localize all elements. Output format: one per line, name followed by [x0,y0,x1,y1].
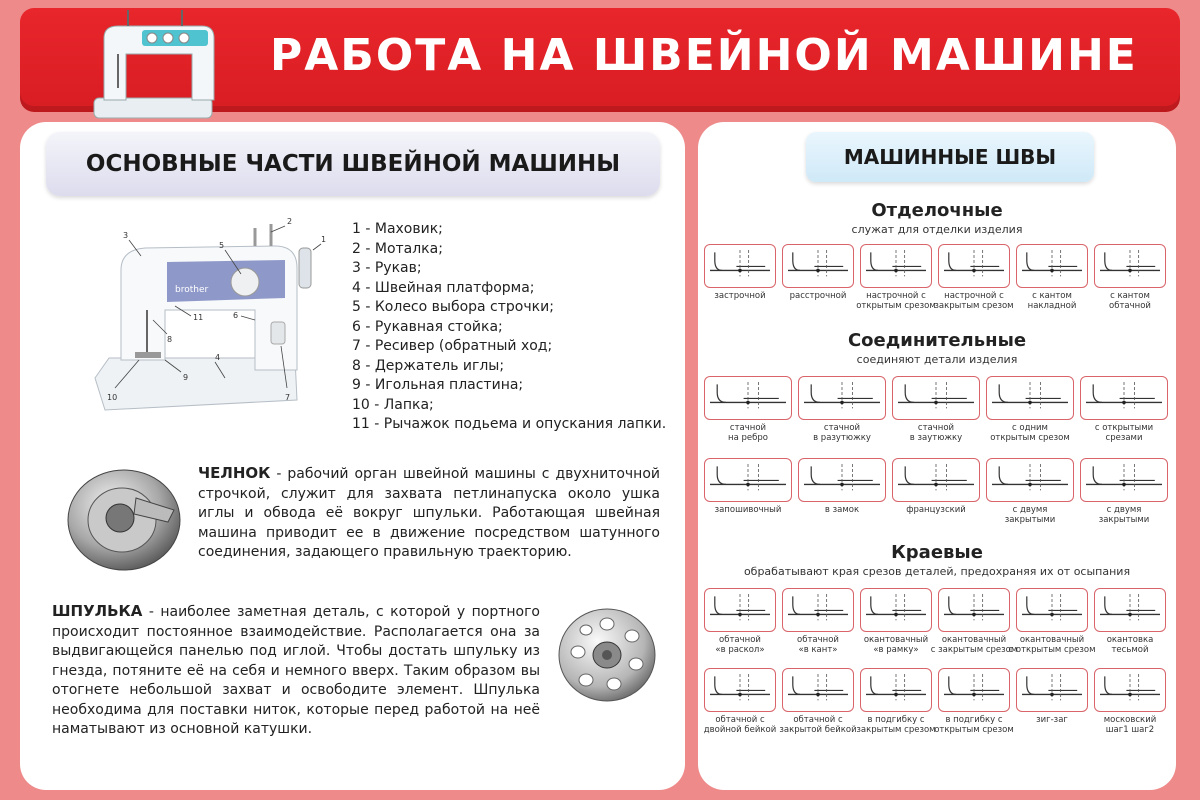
seam-sketch [938,668,1010,712]
seam-caption: стачной в заутюжку [909,423,963,443]
seam-sketch [1080,376,1168,420]
callout-4: 4 [215,353,221,362]
seam-diagram [1016,668,1088,736]
seam-sketch [892,458,980,502]
seam-caption: обтачной «в кант» [797,635,839,655]
seam-sketch [938,588,1010,632]
seam-sketch [798,376,886,420]
callout-8: 8 [167,335,173,344]
list-item: 1 - Маховик; [352,221,443,237]
parts-section-title: ОСНОВНЫЕ ЧАСТИ ШВЕЙНОЙ МАШИНЫ [46,132,660,196]
list-item: 6 - Рукавная стойка; [352,318,503,335]
seam-sketch [860,588,932,632]
list-item: 11 - Рычажок подьема и опускания лапки. [352,416,667,432]
seam-diagram [798,376,886,444]
callout-1: 1 [321,235,327,244]
seams-section-title: МАШИННЫЕ ШВЫ [806,132,1094,182]
seam-diagram [782,588,854,656]
callout-3: 3 [123,231,129,240]
seam-caption: стачной на ребро [728,423,768,443]
seam-sketch [1016,668,1088,712]
seam-sketch [704,458,792,502]
header-banner [20,8,1180,112]
list-item: 5 - Колесо выбора строчки; [352,299,554,315]
group-title-joining: Соединительные [847,330,1027,351]
seam-caption: в подгибку с закрытым срезом [856,715,936,735]
list-item: 8 - Держатель иглы; [352,357,505,374]
callout-6: 6 [233,311,239,320]
seam-sketch [1016,244,1088,288]
shuttle-image [56,458,186,578]
machine-parts-panel [20,122,685,790]
seam-caption: с одним открытым срезом [990,423,1070,443]
bobbin-term: ШПУЛЬКА [52,602,143,620]
seam-caption: окантовка тесьмой [1106,635,1154,655]
seam-caption: с кантом обтачной [1109,291,1151,311]
seam-sketch [1016,588,1088,632]
seam-diagram [1080,376,1168,444]
seam-caption: в замок [824,505,860,515]
seam-caption: окантовачный «в рамку» [863,635,929,655]
seam-caption: настрочной с закрытым срезом [934,291,1014,311]
seam-caption: с двумя закрытыми [1098,505,1150,525]
seam-sketch [938,244,1010,288]
bobbin-image [552,600,662,710]
seam-diagram [892,376,980,444]
seam-diagram [704,244,776,312]
seam-caption: запошивочный [714,505,782,515]
list-item: 7 - Ресивер (обратный ход; [352,338,553,354]
seam-diagram [782,244,854,312]
seam-caption: французский [906,505,966,515]
seam-diagram [779,668,857,736]
seam-diagram [704,668,776,736]
seam-sketch [782,244,854,288]
seam-sketch [1094,668,1166,712]
shuttle-description [198,464,660,563]
seam-diagram [892,458,980,526]
list-item: 10 - Лапка; [352,396,434,413]
seam-caption: расстрочной [789,291,847,301]
parts-list [352,220,672,435]
seam-sketch [782,668,854,712]
seam-diagram [798,458,886,526]
seam-caption: окантовачный с открытым срезом [1008,635,1096,655]
seam-sketch [798,458,886,502]
sewing-machine-diagram [75,210,335,430]
seam-caption: с открытыми срезами [1094,423,1154,443]
seam-caption: с кантом накладной [1027,291,1077,311]
seam-sketch [704,376,792,420]
seam-caption: в подгибку с открытым срезом [934,715,1014,735]
bobbin-description [52,602,540,740]
sewing-machine-icon [82,8,222,122]
group-subtitle-edge: обрабатывают края срезов деталей, предохраняя их от осыпания [743,565,1131,578]
seam-diagram [704,588,776,656]
bobbin-text: - наиболее заметная деталь, с которой у портного происходит постоянное взаимодействие. Располагается она за выдвигающейся панелью под иглой. Чтобы достать шпульку из гнезда, потяните её на себя и немного вверх. Таким образом вы отогнете небольшой захват и освободите элемент. Шпулька необходима для поставки ниток, которые перед работой на неё наматывают из основной катушки. [52,604,540,737]
list-item: 2 - Моталка; [352,240,443,257]
callout-5: 5 [219,241,225,250]
seam-sketch [1094,588,1166,632]
seam-caption: московский шаг1 шаг2 [1103,715,1157,735]
seam-sketch [704,244,776,288]
seam-sketch [892,376,980,420]
seam-diagram [1094,244,1166,312]
list-item: 4 - Швейная платформа; [352,279,535,296]
callout-7: 7 [285,393,291,402]
seam-diagram [934,244,1014,312]
seam-diagram [704,458,792,526]
seam-sketch [860,244,932,288]
seam-diagram [986,376,1074,444]
seam-caption: застрочной [714,291,766,301]
machine-seams-panel [698,122,1176,790]
seam-sketch [704,668,776,712]
seam-diagram [856,668,936,736]
seam-diagram [1008,588,1096,656]
seam-caption: с двумя закрытыми [1004,505,1056,525]
seam-caption: стачной в разутюжку [813,423,871,443]
group-subtitle-finishing: служат для отделки изделия [851,223,1023,236]
seam-caption: обтачной с закрытой бейкой [779,715,857,735]
list-item: 3 - Рукав; [352,260,422,276]
seam-caption: окантовачный с закрытым срезом [930,635,1018,655]
seam-diagram [1094,588,1166,656]
seam-sketch [986,376,1074,420]
seam-caption: зиг-заг [1036,715,1068,725]
group-title-edge: Краевые [891,542,983,563]
seam-diagram [930,588,1018,656]
list-item: 9 - Игольная пластина; [352,377,524,393]
seam-diagram [934,668,1014,736]
page-title: РАБОТА НА ШВЕЙНОЙ МАШИНЕ [270,30,1138,81]
callout-2: 2 [287,217,293,226]
seam-diagram [860,588,932,656]
seam-sketch [704,588,776,632]
seam-diagram [1080,458,1168,526]
seam-caption: обтачной «в раскол» [715,635,765,655]
seam-caption: настрочной с открытым срезом [856,291,936,311]
group-title-finishing: Отделочные [871,200,1003,221]
seam-sketch [1080,458,1168,502]
shuttle-text: - рабочий орган швейной машины с двухниточной строчкой, служит для захвата петлинапуска около ушка иглы и обвода её вокруг шпульки. Работающая швейная машина приводит ее в движение посредством шатунного соединения, задающего правильную траекторию. [198,466,660,560]
seam-diagram [1016,244,1088,312]
callout-10: 10 [107,393,118,402]
brand-label: brother [175,285,209,295]
group-subtitle-joining: соединяют детали изделия [856,353,1018,366]
seam-sketch [1094,244,1166,288]
seam-sketch [860,668,932,712]
seam-diagram [704,376,792,444]
seam-diagram [1094,668,1166,736]
seam-diagram [856,244,936,312]
seam-sketch [986,458,1074,502]
seam-caption: обтачной с двойной бейкой [703,715,777,735]
seam-diagram [986,458,1074,526]
callout-9: 9 [183,373,189,382]
callout-11: 11 [193,313,204,322]
shuttle-term: ЧЕЛНОК [198,464,271,482]
seam-sketch [782,588,854,632]
